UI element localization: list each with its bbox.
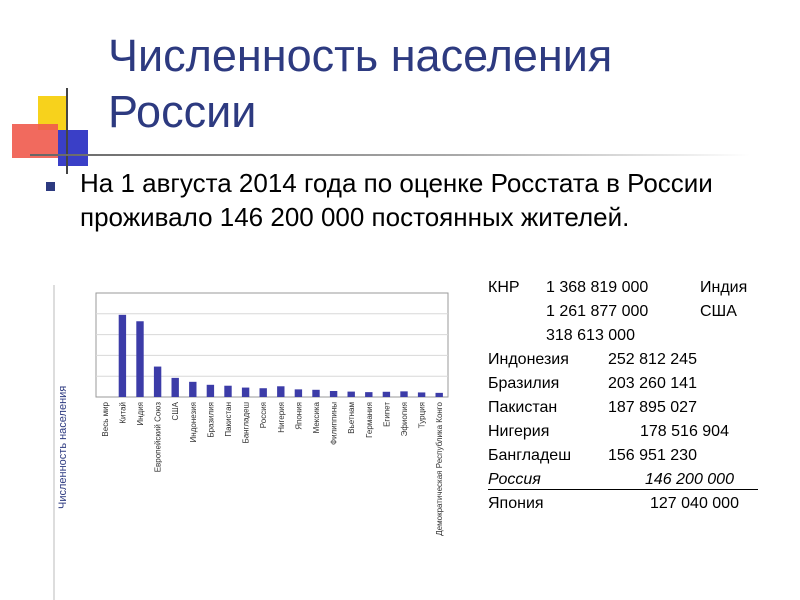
decor-horizontal-line [30, 154, 750, 156]
table-country: КНР [488, 279, 520, 296]
chart-bar [136, 321, 143, 397]
table-row [488, 300, 788, 324]
chart-bar [207, 385, 214, 397]
chart-bar [383, 392, 390, 397]
table-row [488, 348, 788, 372]
chart-category-label: США [171, 402, 181, 421]
chart-category-label: Нигерия [276, 402, 286, 433]
chart-category-label: Пакистан [224, 402, 233, 437]
chart-category-label: Германия [364, 402, 374, 438]
table-population: 127 040 000 [650, 495, 739, 512]
chart-category-label: Китай [118, 402, 128, 424]
table-population: 146 200 000 [645, 471, 734, 488]
bullet-marker [46, 182, 55, 191]
table-row [488, 372, 788, 396]
population-chart [50, 285, 455, 600]
table-population: 156 951 230 [608, 447, 697, 464]
chart-category-label: Бразилия [206, 402, 216, 438]
table-country: Россия [488, 471, 541, 488]
chart-category-label: Демократическая Республика Конго [435, 402, 445, 536]
table-country: Бангладеш [488, 447, 572, 464]
chart-bar [312, 390, 319, 397]
table-population: 1 368 819 000 [546, 279, 649, 296]
table-country: Пакистан [488, 399, 558, 416]
slide-title-line2: России [108, 86, 257, 137]
chart-bar [172, 378, 179, 397]
chart-category-label: Япония [294, 402, 304, 430]
table-row [488, 324, 788, 348]
chart-category-label: Вьетнам [347, 402, 357, 434]
table-country: Нигерия [488, 423, 550, 440]
chart-category-label: Турция [417, 402, 427, 429]
table-row [488, 276, 788, 300]
table-country-secondary: Индия [700, 279, 748, 296]
chart-bar [330, 391, 337, 397]
table-population: 178 516 904 [640, 423, 729, 440]
decor-blue-square [58, 130, 88, 166]
chart-bar [348, 392, 355, 397]
table-row [488, 468, 788, 492]
chart-y-axis-label: Численность населения [57, 385, 69, 509]
table-row [488, 444, 788, 468]
table-population: 203 260 141 [608, 375, 697, 392]
decor-vertical-line [66, 88, 68, 174]
chart-bar [189, 382, 196, 397]
chart-category-label: Европейский Союз [153, 402, 163, 473]
table-country-secondary: США [700, 303, 737, 320]
chart-category-label: Индонезия [188, 402, 198, 443]
chart-bar [365, 392, 372, 397]
chart-category-label: Россия [259, 402, 269, 429]
decor-red-square [12, 124, 58, 158]
table-population: 187 895 027 [608, 399, 697, 416]
table-population: 318 613 000 [546, 327, 635, 344]
chart-category-label: Индия [136, 402, 145, 426]
chart-bar [436, 393, 443, 397]
chart-bar [400, 391, 407, 397]
chart-category-label: Мексика [312, 402, 321, 434]
chart-plot-area [96, 293, 448, 397]
chart-bar [295, 389, 302, 397]
table-row [488, 420, 788, 444]
table-population: 252 812 245 [608, 351, 697, 368]
chart-category-label: Бангладеш [241, 402, 251, 444]
table-country: Бразилия [488, 375, 560, 392]
chart-category-label: Египет [382, 402, 392, 427]
table-row [488, 492, 788, 516]
chart-category-label: Филиппины [329, 402, 339, 445]
table-country: Япония [488, 495, 544, 512]
population-table [488, 276, 788, 516]
chart-bar [242, 388, 249, 397]
chart-bar [119, 315, 126, 397]
chart-category-label: Эфиопия [400, 402, 409, 437]
slide-title [108, 28, 748, 140]
chart-bar [154, 367, 161, 397]
slide-body-text: На 1 августа 2014 года по оценке Росстата в России проживало 146 200 000 постоянных жителей. [80, 168, 713, 232]
russia-underline [488, 489, 758, 490]
chart-bar [277, 386, 284, 397]
population-chart-svg [50, 285, 455, 600]
chart-bar [224, 386, 231, 397]
table-country: Индонезия [488, 351, 569, 368]
table-population: 1 261 877 000 [546, 303, 649, 320]
chart-category-label: Весь мир [100, 402, 110, 437]
slide-title-line1: Численность населения [108, 30, 613, 81]
chart-bar [260, 388, 267, 397]
table-row [488, 396, 788, 420]
chart-bar [418, 392, 425, 397]
